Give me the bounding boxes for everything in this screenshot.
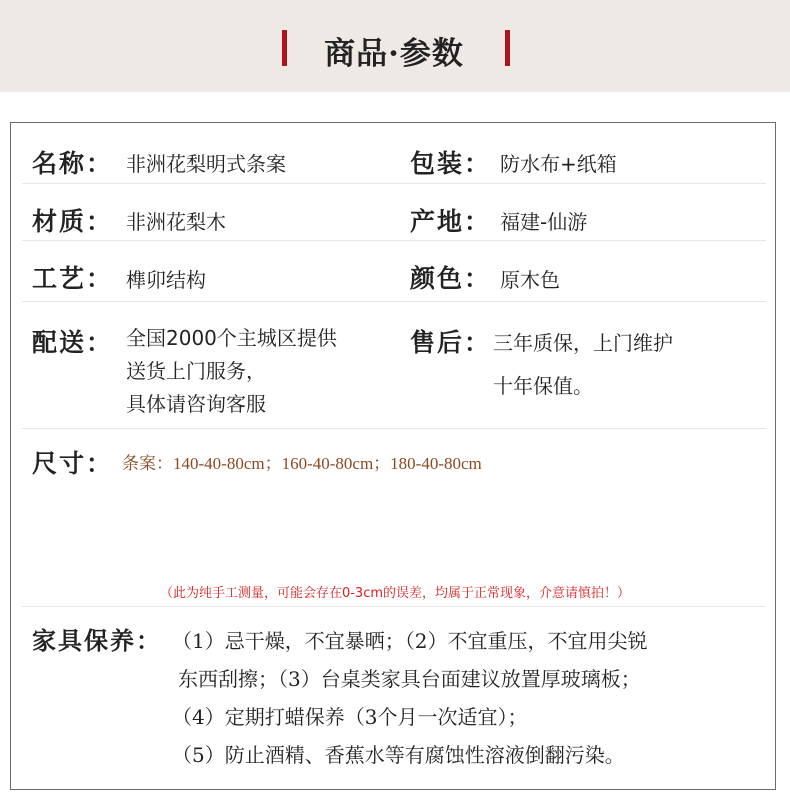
delivery-label: 配送： — [32, 328, 114, 357]
delivery-line: 全国2000个主城区提供 — [126, 326, 337, 350]
package-value: 防水布+纸箱 — [500, 152, 617, 176]
delivery-line: 送货上门服务， — [126, 359, 266, 383]
size-value: 条案：140-40-80cm；160-40-80cm；180-40-80cm — [122, 454, 482, 473]
row-divider — [22, 240, 766, 241]
measurement-note: （此为纯手工测量，可能会存在0-3cm的误差，均属于正常现象，介意请慎拍！） — [159, 586, 631, 601]
row-divider — [22, 428, 766, 429]
row-divider — [22, 301, 766, 302]
origin-value: 福建-仙游 — [500, 210, 588, 234]
delivery-line: 具体请咨询客服 — [126, 392, 266, 416]
color-value: 原木色 — [500, 268, 560, 292]
header-right-accent-bar — [505, 30, 510, 66]
care-line: （5）防止酒精、香蕉水等有腐蚀性溶液倒翻污染。 — [172, 743, 625, 767]
row-divider — [22, 606, 766, 607]
craft-label: 工艺： — [32, 264, 114, 293]
aftersale-label: 售后： — [410, 328, 492, 357]
size-label: 尺寸： — [32, 449, 114, 478]
material-value: 非洲花梨木 — [126, 210, 226, 234]
care-instructions — [172, 622, 762, 774]
section-header — [0, 0, 790, 92]
care-label: 家具保养： — [32, 626, 162, 655]
care-line: （4）定期打蜡保养（3个月一次适宜）； — [172, 705, 528, 729]
care-line: 东西刮擦；（3）台桌类家具台面建议放置厚玻璃板； — [178, 667, 641, 691]
color-label: 颜色： — [410, 264, 492, 293]
name-value: 非洲花梨明式条案 — [126, 152, 286, 176]
name-label: 名称： — [32, 149, 114, 178]
care-line: （1）忌干燥，不宜暴晒；（2）不宜重压，不宜用尖锐 — [172, 629, 648, 653]
aftersale-value — [493, 322, 673, 408]
aftersale-line: 三年质保，上门维护 — [493, 331, 673, 355]
material-label: 材质： — [32, 207, 114, 236]
package-label: 包装： — [410, 149, 492, 178]
craft-value: 榫卯结构 — [126, 268, 206, 292]
header-left-accent-bar — [282, 30, 287, 66]
row-divider — [22, 183, 766, 184]
delivery-value — [126, 322, 337, 421]
section-title: 商品·参数 — [324, 36, 464, 72]
origin-label: 产地： — [410, 207, 492, 236]
aftersale-line: 十年保值。 — [493, 374, 593, 398]
